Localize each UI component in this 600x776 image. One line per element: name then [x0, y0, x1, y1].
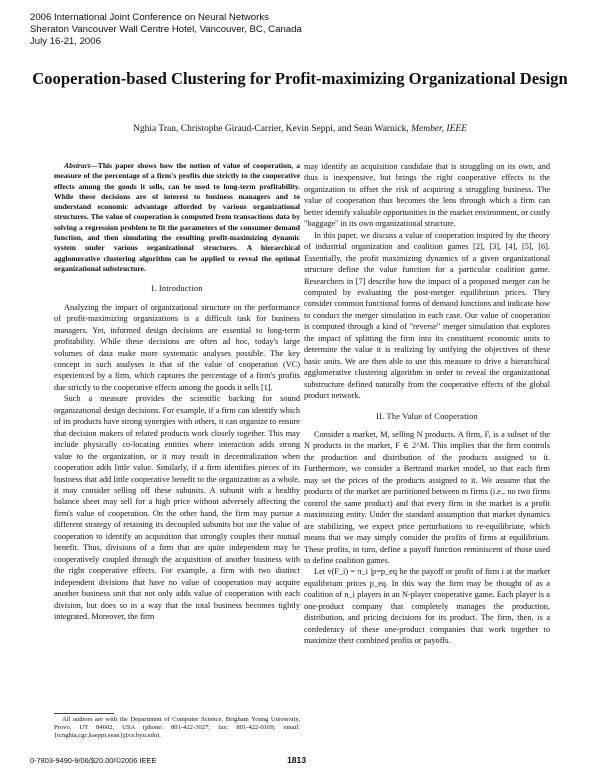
abstract-label: Abstract	[64, 161, 91, 170]
intro-paragraph-1: Analyzing the impact of organizational structure on the performance of profit-maximizing organizations is a difficult task for business managers. Yet, informed design decisions are essential to long-term profitability. While these decisions are often ad hoc, today's large volumes of data make more systematic analyses possible. The key concept in such analyses is that of the value of cooperation (VC) experienced by a firm, which captures the percentage of a firm's profits due strictly to the cooperative effects among the goods it sells [1].	[54, 302, 300, 392]
author-affiliation-footnote: All authors are with the Department of Computer Science, Brigham Young University, Provo, UT 84602, USA (phone: 801-422-3027; fax: 801-422-0169; email: {tcnghia,cgc,kseppi,sean}@cs.byu.edu).	[54, 716, 300, 740]
paper-title: Cooperation-based Clustering for Profit-maximizing Organizational Design	[32, 69, 568, 88]
conference-name: 2006 International Joint Conference on Neural Networks	[30, 12, 269, 23]
left-column	[54, 161, 300, 622]
conference-venue: Sheraton Vancouver Wall Centre Hotel, Vancouver, BC, Canada	[30, 24, 302, 36]
author-line	[30, 124, 570, 134]
conference-dates: July 16-21, 2006	[30, 36, 101, 48]
value-paragraph-2: Let v(F_i) = π_i |p=p_eq be the payoff or profit of firm i at the market equilibrium prices p_eq. In this way the firm may be thought of as a coalition of n_i players in an N-player cooperative game. Each player is a one-product company that completely manages the production, distribution, and pricing decisions for its product. The firm, then, is a confederacy of these one-product companies that work together to maximize their combined profits or payoffs.	[304, 567, 550, 646]
intro-paragraph-3: may identify an acquisition candidate that is struggling on its own, and thus is inexpensive, but brings the right cooperative effects to the organization to offset the risk of acquiring a struggling business. The value of cooperation thus becomes the lens through which a firm can better identify valuable opportunities in the market environment, or costly "baggage" in its own organizational structure.	[304, 162, 550, 229]
abstract	[54, 161, 300, 274]
footnote-divider	[54, 713, 114, 714]
conference-header	[30, 12, 302, 49]
author-names: Nghia Tran, Christophe Giraud-Carrier, Kevin Seppi, and Sean Warnick,	[132, 124, 409, 134]
value-paragraph-1: Consider a market, M, selling N products. A firm, F, is a subset of the N products in the market, F ∈ 2^M. This implies that the firm controls the production and distribution of the products assigned to it. Furthermore, we consider a Bertrand market model, so that each firm may set the prices of the products assigned to it. We assume that the products of the market are partitioned between m firms (i.e., no two firms control the same product) and that every firm in the market is a profit maximizing entity. Under the standard assumption that market dynamics are stabilizing, we expect price perturbations to re-equilibriate, which means that we may simply consider the profits of firms at equilibrium. These profits, in turn, define a payoff function reminiscent of those used to define coalition games.	[304, 429, 550, 565]
isbn-copyright: 0-7803-9490-9/06/$20.00/©2006 IEEE	[30, 756, 157, 765]
author-membership: Member, IEEE	[411, 124, 468, 134]
page-number: 1813	[287, 755, 307, 765]
intro-paragraph-4: In this paper, we discuss a value of cooperation inspired by the theory of industrial organization and coalition games [2], [3], [4], [5], [6]. Essentially, the profit maximizing dynamics of a given organizational structure define the value function for a particular coalition game. Researchers in [7] describe how the impact of a proposed merger can be computed by evaluating the post-merger equilibrium prices. They consider common functional forms of demand functions and indicate how to conduct the merger simulation in each case. Our value of cooperation is computed through a kind of "reverse" merger simulation that explores the impact of splitting the firm into its constituent economic units to determine the value it is realizing by unifying the objectives of these basic units. We are then able to use this measure to drive a hierarchical agglomerative clustering algorithm in order to reveal the organizational substructure defined naturally from the cooperative effects of the global product network.	[304, 230, 550, 401]
intro-paragraph-2: Such a measure provides the scientific backing for sound organizational design decisions. For example, if a firm can identify which of its products have strong synergies with others, it can organize to ensure that decision makers of related products work closely together. This may include physically co-locating entities where interaction adds strong value to the organization, or it may result in decentralization when cooperation adds little value. Similarly, if a firm identifies pieces of its business that add little cooperative benefit to the organization as a whole, it may consider selling off these subunits. A subunit with a healthy balance sheet may sell for a high price without adversely affecting the firm's value of cooperation. On the other hand, the firm may pursue a different strategy of retaining its decoupled subunits but use the value of cooperation to identify an acquisition that strongly couples their mutual benefit. Thus, divisions of a firm that are quite independent may be cooperatively coupled through the acquisition of another business with the right cooperative effects. For example, a firm with two distinct independent divisions that have no value of cooperation may acquire another business unit that not only adds value of cooperation with each division, but does so in a way that the total business becomes tightly integrated. Moreover, the firm	[54, 394, 300, 621]
section-heading-value-of-cooperation: II. The Value of Cooperation	[376, 411, 478, 421]
abstract-text: —This paper shows how the notion of value of cooperation, a measure of the percentage of a firm's profits due strictly to the cooperative effects among the goods it sells, can be used to long-term profitability. While these decisions are of interest to business managers and to understand economic advantage afforded by various organizational structures. The value of cooperation is computed from transactions data by solving a regression problem to fit the parameters of the consumer demand function, and then simulating the resulting profit-maximizing dynamic system under various organizational structures. A hierarchical agglomerative clustering algorithm can be applied to reveal the optimal organizational substructure.	[54, 161, 300, 273]
right-column	[304, 161, 550, 647]
section-heading-introduction: I. Introduction	[151, 284, 203, 294]
